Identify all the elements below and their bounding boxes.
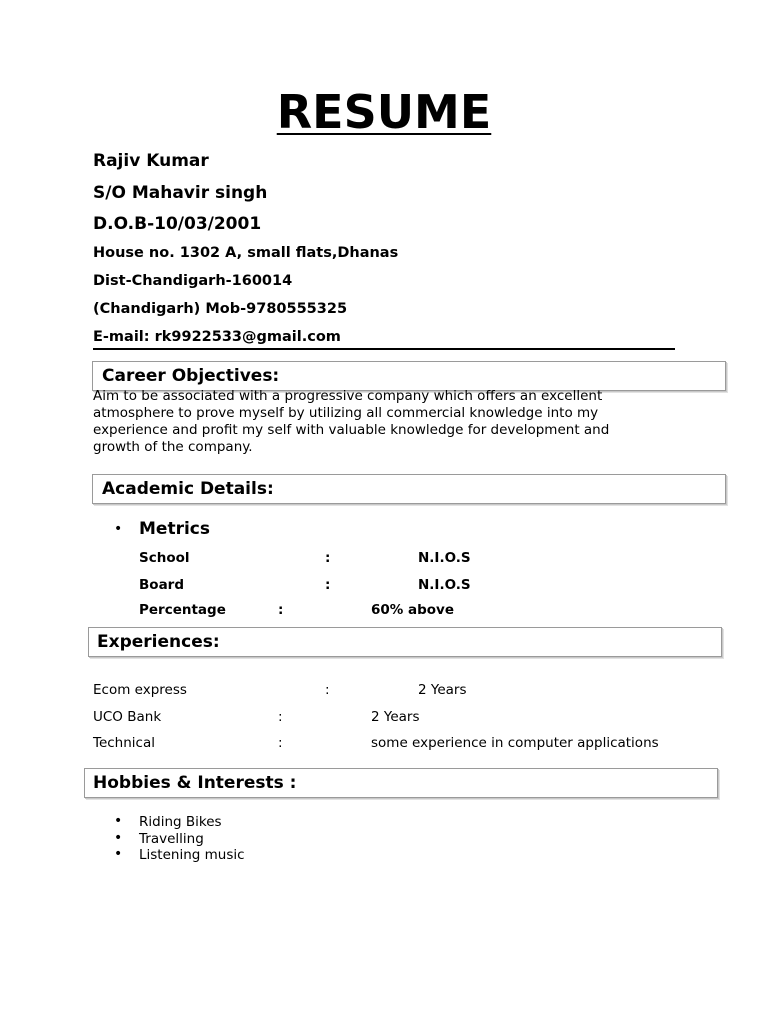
- academic-row-label: Board: [139, 577, 184, 593]
- hobbies-heading: Hobbies & Interests :: [93, 773, 297, 793]
- parent-name: S/O Mahavir singh: [93, 183, 268, 203]
- experience-row-separator: :: [278, 735, 283, 751]
- experiences-heading: Experiences:: [97, 632, 220, 652]
- hobby-item: Listening music: [139, 847, 245, 863]
- experience-row-value: some experience in computer applications: [371, 735, 659, 751]
- academic-details-heading: Academic Details:: [102, 479, 274, 499]
- hobby-item: Riding Bikes: [139, 814, 222, 830]
- academic-row-label: Percentage: [139, 602, 226, 618]
- email-line: E-mail: rk9922533@gmail.com: [93, 329, 341, 345]
- date-of-birth: D.O.B-10/03/2001: [93, 214, 262, 234]
- academic-row-value: N.I.O.S: [418, 550, 471, 566]
- academic-row-value: N.I.O.S: [418, 577, 471, 593]
- academic-row-label: School: [139, 550, 190, 566]
- hobby-item: Travelling: [139, 831, 204, 847]
- academic-row-value: 60% above: [371, 602, 455, 618]
- hobby-bullet: •: [114, 846, 123, 862]
- contact-divider: [93, 348, 675, 350]
- metrics-bullet: •: [114, 521, 123, 537]
- career-objectives-text: Aim to be associated with a progressive company which offers an excellent atmosphere to prove myself by utilizing all commercial knowledge into my experience and profit my self with valuable knowledge for development and growth of the company.: [93, 388, 610, 455]
- hobby-bullet: •: [114, 830, 123, 846]
- address-line-2: Dist-Chandigarh-160014: [93, 273, 293, 289]
- experience-row-separator: :: [325, 682, 330, 698]
- academic-row-separator: :: [325, 577, 331, 593]
- metrics-heading: Metrics: [139, 519, 210, 539]
- hobby-bullet: •: [114, 813, 123, 829]
- resume-title: [0, 84, 768, 140]
- career-objectives-heading: Career Objectives:: [102, 366, 280, 386]
- resume-title-text: RESUME: [276, 85, 492, 139]
- experience-row-label: Ecom express: [93, 682, 187, 698]
- experience-row-separator: :: [278, 709, 283, 725]
- candidate-name: Rajiv Kumar: [93, 151, 209, 171]
- address-line-3: (Chandigarh) Mob-9780555325: [93, 301, 348, 317]
- experience-row-value: 2 Years: [371, 709, 420, 725]
- experience-row-label: Technical: [93, 735, 155, 751]
- academic-row-separator: :: [278, 602, 284, 618]
- experience-row-label: UCO Bank: [93, 709, 162, 725]
- academic-row-separator: :: [325, 550, 331, 566]
- address-line-1: House no. 1302 A, small flats,Dhanas: [93, 245, 399, 261]
- experience-row-value: 2 Years: [418, 682, 467, 698]
